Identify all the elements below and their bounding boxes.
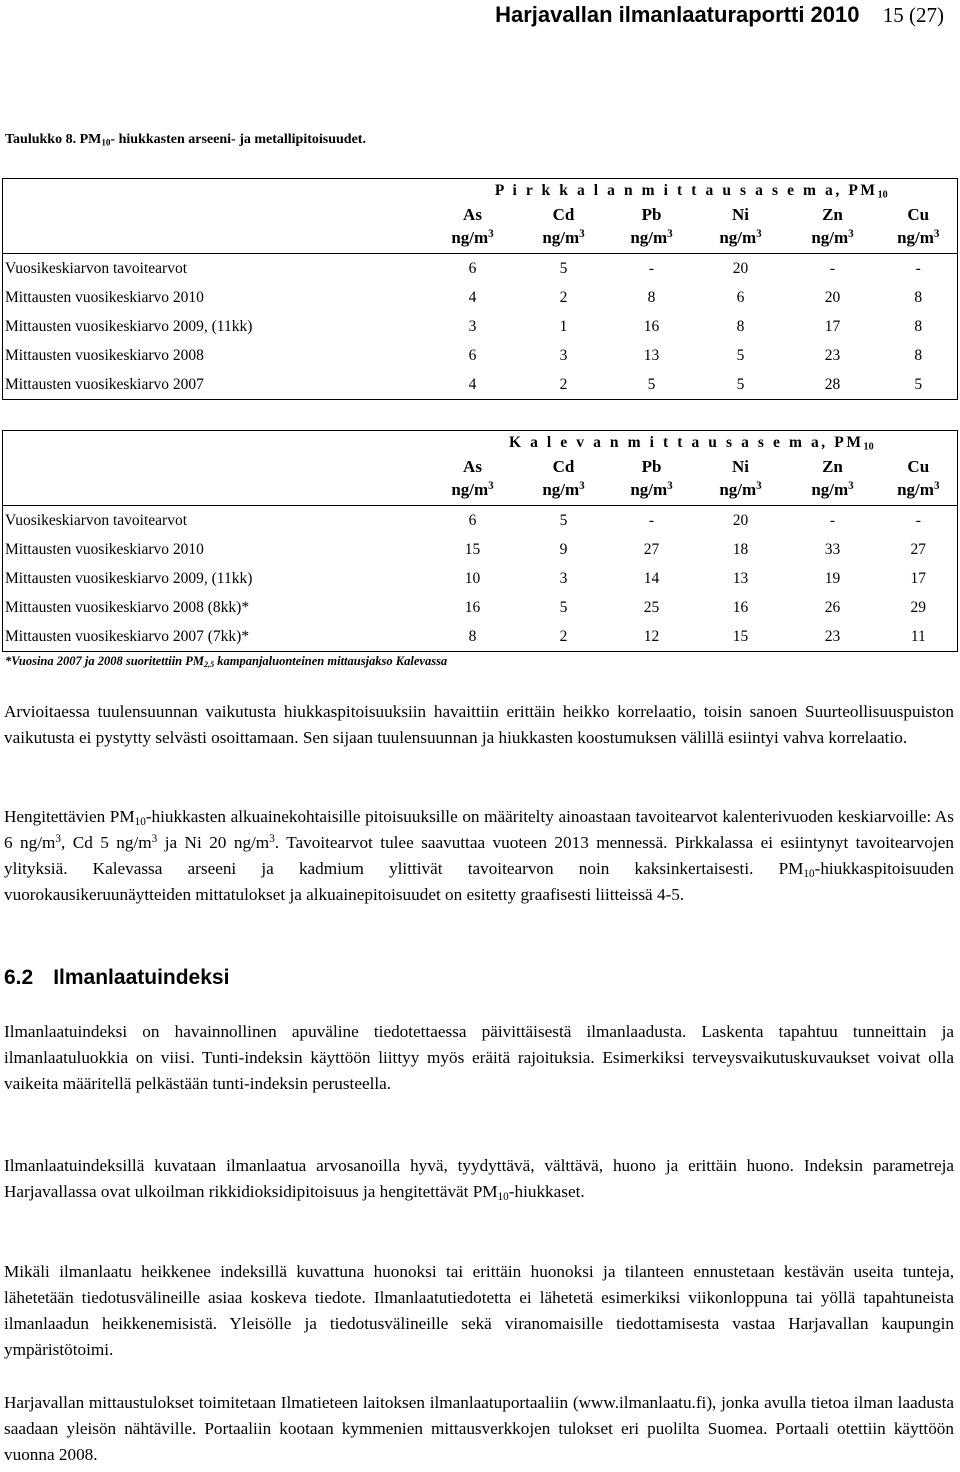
station-title: P i r k k a l a n m i t t a u s a s e m a, $PM_{10}$ [426,179,958,204]
column-header: Zn $ng/m^3$ [811,457,854,499]
page-header [495,0,944,30]
paragraph-wind-correlation: Arvioitaessa tuulensuunnan vaikutusta hiukkaspitoisuuksiin havaittiin erittäin heikko korrelaatio, toisin sanoen Suurteollisuuspuiston vaikutusta ei pystytty selvästi osoittamaan. Sen sijaan tuulensuunnan ja hiukkasten koostumuksen välillä esiintyi vahva korrelaatio. [4,702,954,747]
table-caption [5,132,366,148]
caption-text-end: - hiukkasten arseeni- ja metallipitoisuudet. [110,132,366,147]
station-title: K a l e v a n m i t t a u s a s e m a, $PM_{10}$ [426,431,958,456]
table-row: Mittausten vuosikeskiarvo 2009, (11kk) 10 3 14 13 19 17 [3,564,958,593]
section-title: Ilmanlaatuindeksi [53,966,230,989]
column-header: Cd $ng/m^3$ [542,457,585,499]
column-header: Ni $ng/m^3$ [719,457,762,499]
table-footnote: *Vuosina 2007 ja 2008 suoritettiin $PM_{2,5}$ kampanjaluonteinen mittausjakso Kalevassa [5,654,448,670]
table-row: Mittausten vuosikeskiarvo 2008 (8kk)* 16 5 25 16 26 29 [3,593,958,622]
column-header: Pb $ng/m^3$ [630,205,673,247]
paragraph-notification: Mikäli ilmanlaatu heikkenee indeksillä kuvattuna huonoksi tai erittäin huonoksi ja tilanteen ennustetaan kestävän useita tunteja, lähetetään tiedotusvälineille asiaa koskeva tiedote. Ilmanlaatutiedotetta ei lähetetä esimerkiksi viikonloppuna tai yöllä tapahtuneista ilmanlaadun heikkenemisistä. Yleisölle ja tiedotusvälineille sekä viranomaisille tiedottamisesta vastaa Harjavallan kaupungin ympäristötoimi. [4,1262,954,1359]
table-row: Mittausten vuosikeskiarvo 2010 15 9 27 18 33 27 [3,535,958,564]
column-header: Ni $ng/m^3$ [719,205,762,247]
column-header: Pb $ng/m^3$ [630,457,673,499]
table-row: Mittausten vuosikeskiarvo 2007 (7kk)* 8 2 12 15 23 11 [3,622,958,652]
table-row: Mittausten vuosikeskiarvo 2010 4 2 8 6 20 8 [3,283,958,312]
column-header: Cu $ng/m^3$ [880,203,958,249]
table-row: Mittausten vuosikeskiarvo 2008 6 3 13 5 23 8 [3,341,958,370]
kaleva-table [2,430,958,652]
section-number: 6.2 [4,966,34,989]
paragraph-index-grades: Ilmanlaatuindeksillä kuvataan ilmanlaatua arvosanoilla hyvä, tyydyttävä, välttävä, huono ja erittäin huono. Indeksin parametreja Harjavallassa ovat ulkoilman rikkidioksidipitoisuus ja hengitettävät $PM_{10}$-hiukkaset. [4,1156,954,1203]
table-row: Vuosikeskiarvon tavoitearvot 6 5 - 20 - - [3,506,958,536]
report-title: Harjavallan ilmanlaaturaportti 2010 [495,2,860,27]
table-row: Mittausten vuosikeskiarvo 2009, (11kk) 3 1 16 8 17 8 [3,312,958,341]
column-header: Zn $ng/m^3$ [811,205,854,247]
page-number: 15 (27) [882,3,944,27]
table-row: Mittausten vuosikeskiarvo 2007 4 2 5 5 28 5 [3,370,958,400]
section-heading [4,966,229,990]
pirkkala-table [2,178,958,400]
paragraph-portal: Harjavallan mittaustulokset toimitetaan Ilmatieteen laitoksen ilmanlaatuportaaliin (www.ilmanlaatu.fi), jonka avulla tietoa ilman laadusta saadaan yleisön nähtäville. Portaaliin kootaan kymmenien mittausverkkojen tulokset eri puolilta Suomea. Portaali otettiin käyttöön vuonna 2008. [4,1393,954,1464]
column-header: Cd $ng/m^3$ [542,205,585,247]
paragraph-target-values: Hengitettävien $PM_{10}$-hiukkasten alkuainekohtaisille pitoisuuksille on määritelty ainoastaan tavoitearvot kalenterivuoden keskiarvoille: As 6 $ng/m^3$, Cd 5 $ng/m^3$ ja Ni 20 $ng/m^3$. Tavoitearvot tulee saavuttaa vuoteen 2013 mennessä. Pirkkalassa ei esiintynyt tavoitearvojen ylityksiä. Kalevassa arseeni ja kadmium ylittivät tavoitearvon noin kaksinkertaisesti. $PM_{10}$-hiukkaspitoisuuden vuorokausikeruunäytteiden mittatulokset ja alkuainepitoisuudet on esitetty graafisesti liitteissä 4-5. [4,807,954,904]
caption-sub: 10 [101,137,111,148]
column-header: Cu $ng/m^3$ [880,455,958,501]
paragraph-index-intro: Ilmanlaatuindeksi on havainnollinen apuväline tiedotettaessa päivittäisestä ilmanlaadusta. Laskenta tapahtuu tunneittain ja ilmanlaatuluokkia on viisi. Tunti-indeksin käyttöön liittyy myös eräitä rajoituksia. Esimerkiksi terveysvaikutuskuvaukset voivat olla vaikeita määritellä pelkästään tunti-indeksin perusteella. [4,1022,954,1093]
table-row: Vuosikeskiarvon tavoitearvot 6 5 - 20 - - [3,254,958,284]
caption-text: Taulukko 8. PM [5,132,102,147]
column-header: As $ng/m^3$ [451,205,494,247]
column-header: As $ng/m^3$ [451,457,494,499]
